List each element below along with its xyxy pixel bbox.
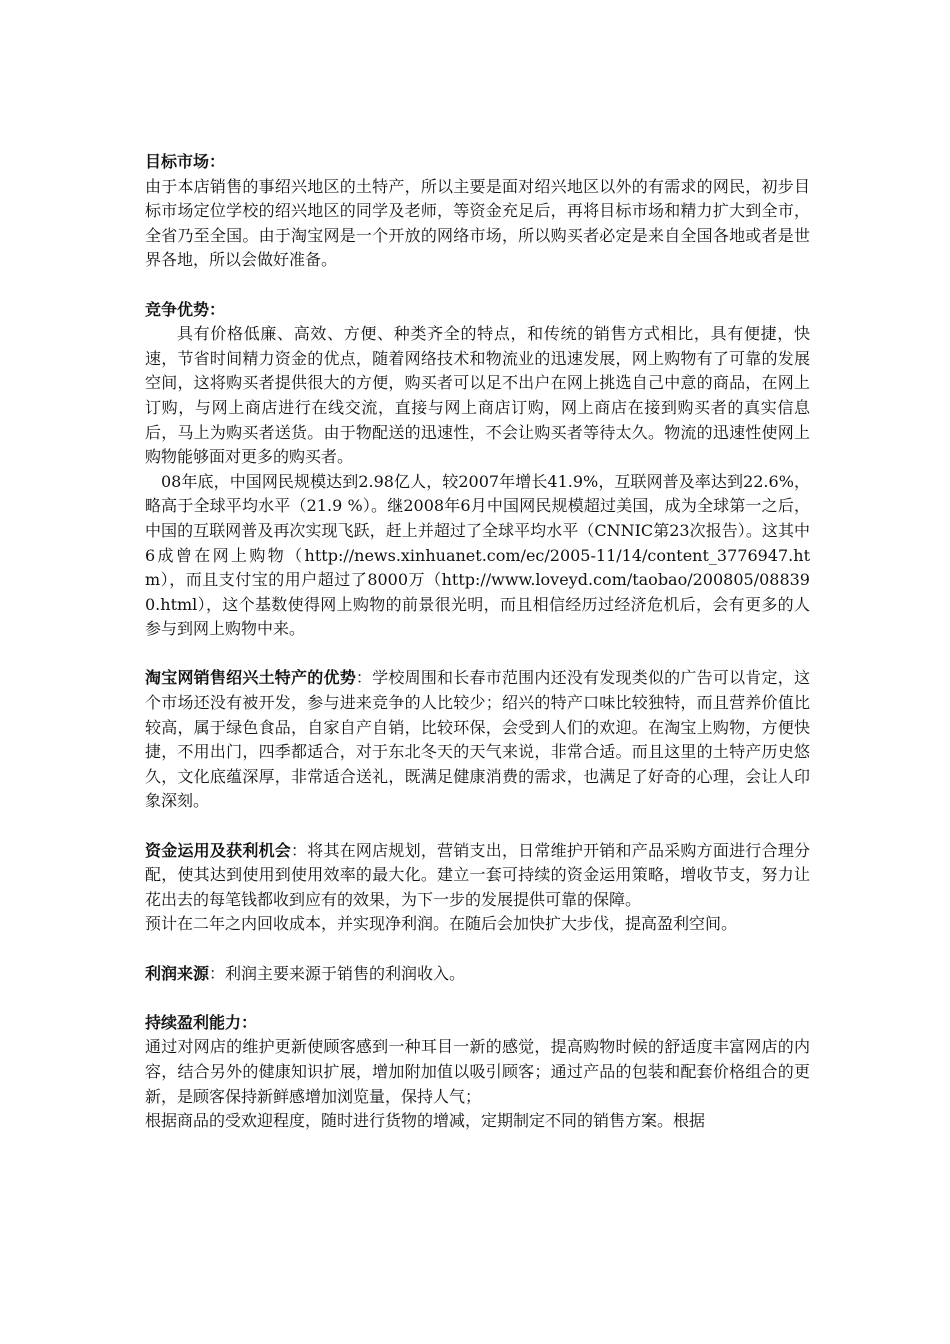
section-taobao-advantage: [145, 666, 810, 814]
paragraph-advantage-features: 具有价格低廉、高效、方便、种类齐全的特点，和传统的销售方式相比，具有便捷，快速，节省时间精力资金的优点，随着网络技术和物流业的迅速发展，网上购物有了可靠的发展空间，这将购买者提供很大的方便，购买者可以足不出户在网上挑选自己中意的商品，在网上订购，与网上商店进行在线交流，直接与网上商店订购，网上商店在接到购买者的真实信息后，马上为购买者送货。由于物配送的迅速性，不会让购买者等待太久。物流的迅速性使网上购物能够面对更多的购买者。: [145, 324, 810, 467]
paragraph-funds: ：将其在网店规划，营销支出，日常维护开销和产品采购方面进行合理分配，使其达到使用到使用效率的最大化。建立一套可持续的资金运用策略，增收节支，努力让花出去的每笔钱都收到应有的效果，为下一步的发展提供可靠的保障。: [145, 840, 810, 909]
section-funds: [145, 839, 810, 937]
spacer: [145, 937, 810, 962]
heading-profit-source: 利润来源: [145, 963, 210, 983]
heading-taobao-advantage: 淘宝网销售绍兴土特产的优势: [145, 668, 356, 688]
paragraph-sustainability: 通过对网店的维护更新使顾客感到一种耳目一新的感觉，提高购物时候的舒适度丰富网店的内容，结合另外的健康知识扩展，增加附加值以吸引顾客；通过产品的包装和配套价格组合的更新，是顾客保持新鲜感增加浏览量，保持人气；: [145, 1037, 810, 1106]
spacer: [145, 642, 810, 667]
heading-funds: 资金运用及获利机会: [145, 840, 292, 860]
section-sustainability: [145, 1011, 810, 1134]
heading-sustainability: 持续盈利能力：: [145, 1012, 258, 1032]
section-competitive-advantage: [145, 298, 810, 642]
heading-competitive-advantage: 竞争优势：: [145, 299, 226, 319]
spacer: [145, 814, 810, 839]
paragraph-target-market: 由于本店销售的事绍兴地区的土特产，所以主要是面对绍兴地区以外的有需求的网民，初步目标市场定位学校的绍兴地区的同学及老师，等资金充足后，再将目标市场和精力扩大到全市，全省乃至全国。由于淘宝网是一个开放的网络市场，所以购买者必定是来自全国各地或者是世界各地，所以会做好准备。: [145, 176, 810, 270]
heading-target-market: 目标市场：: [145, 152, 226, 171]
section-target-market: [145, 150, 810, 273]
paragraph-profit-source: ：利润主要来源于销售的利润收入。: [209, 963, 466, 983]
section-profit-source: [145, 962, 810, 987]
spacer: [145, 273, 810, 298]
document-page: [145, 150, 810, 1134]
spacer: [145, 986, 810, 1011]
paragraph-taobao-advantage: ：学校周围和长春市范围内还没有发现类似的广告可以肯定，这个市场还没有被开发，参与进来竞争的人比较少；绍兴的特产口味比较独特，而且营养价值比较高，属于绿色食品，自家自产自销，比较环保，会受到人们的欢迎。在淘宝上购物，方便快捷，不用出门，四季都适合，对于东北冬天的天气来说，非常合适。而且这里的土特产历史悠久，文化底蕴深厚，非常适合送礼，既满足健康消费的需求，也满足了好奇的心理，会让人印象深刻。: [145, 668, 810, 811]
paragraph-sustainability-cont: 根据商品的受欢迎程度，随时进行货物的增减，定期制定不同的销售方案。根据: [145, 1111, 706, 1131]
paragraph-funds-forecast: 预计在二年之内回收成本，并实现净利润。在随后会加快扩大步伐，提高盈利空间。: [145, 914, 738, 934]
paragraph-advantage-statistics: 08年底，中国网民规模达到2.98亿人，较2007年增长41.9%，互联网普及率达到22.6%，略高于全球平均水平（21.9 %）。继2008年6月中国网民规模超过美国，成为全球第一之后，中国的互联网普及再次实现飞跃，赶上并超过了全球平均水平（CNNIC第23次报告）。这其中6成曾在网上购物（http://news.xinhuanet.com/ec/2005-11/14/content_3776947.htm），而且支付宝的用户超过了8000万（http://www.loveyd.com/taobao/200805/088390.html），这个基数使得网上购物的前景很光明，而且相信经历过经济危机后，会有更多的人参与到网上购物中来。: [145, 471, 810, 639]
